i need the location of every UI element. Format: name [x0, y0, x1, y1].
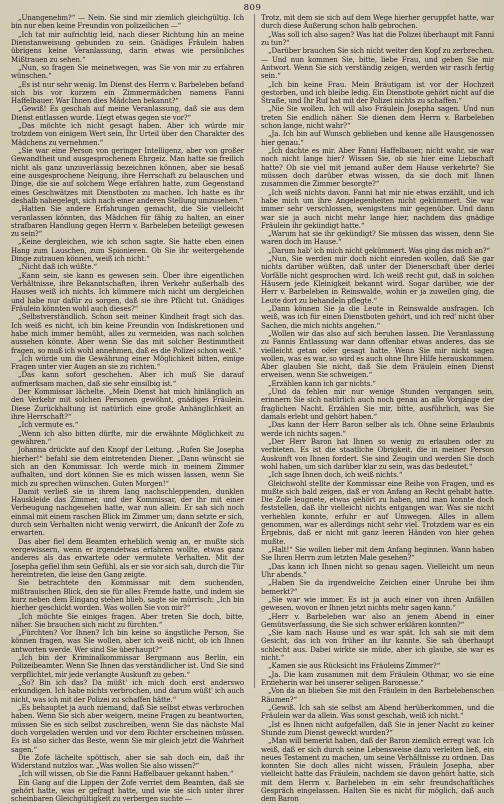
paragraph: Ein Gang auf die Lippen der Zofe verriet dem Beamten, daß sie gehört hatte, was er gefragt hatte, und wie sie sich unter ihrer scheinbaren Gleichgültigkeit zu verbergen suchte —	[11, 778, 244, 804]
paragraph: „Ja. Die kam zusammen mit dem Fräulein Othmar, wo sie eine Erzieherin war bei unserer seligen Baronesse.“	[261, 670, 494, 687]
paragraph: „Ich bin der Kriminalkommissar Bergmann aus Berlin, ein Polizeibeamter. Wenn Sie Ihnen das verständlicher ist. Und Sie sind verpflichtet, mir jede verlangte Auskunft zu geben.“	[11, 654, 244, 679]
left-column	[11, 14, 244, 804]
paragraph: „So? Bin ich das? Da müßt' ich mich doch erst anderswo erkundigen. Ich habe nichts verbrochen, und darum wüßt' ich auch nicht, was ich mit der Polizei zu schaffen hätte.“	[11, 679, 244, 704]
paragraph: Damit verließ sie in ihrem lang nachschleppenden, dunklen Hauskleide das Zimmer, und der Kommissar, der ihr mit einer Verbeugung nachgesehen hatte, war nun allein. Er sah sich noch einmal mit einem raschen Blick im Zimmer um; dann setzte er sich, durch sein Verhalten nicht wenig verwirrt, die Ankunft der Zofe zu erwarten.	[11, 487, 244, 538]
paragraph: Der Kommissar lächelte. „Mein Dienst hat mich hinlänglich an den Verkehr mit solchen Personen gewöhnt, gnädiges Fräulein. Diese Zurückhaltung ist natürlich eine große Anhänglichkeit an ihre Herrschaft?“	[11, 388, 244, 421]
paragraph: Sie betrachtete den Kommissar mit dem suchenden, mißtrauischen Blick, den sie für alles Fremde hatte, und indem sie kurz neben dem Eingang stehen blieb, sagte sie mürrisch: „Ich bin hierher geschickt worden. Was wollen Sie von mir?“	[11, 579, 244, 613]
paragraph: „Erzählen kann ich gar nichts.“	[268, 379, 376, 388]
paragraph: „Dann können Sie ja die Leute in Reinswalde ausfragen. Ich weiß, was ich für einen Dienstboten gehört, und ich red' nicht über Sachen, die mich nichts angehen.“	[261, 304, 494, 330]
paragraph: „Ich vermute es.“	[18, 421, 79, 430]
paragraph: „Ist es Ihnen nicht aufgefallen, daß Sie in jener Nacht zu keiner Stunde zum Dienst geweckt wurden?“	[261, 720, 494, 737]
paragraph: „Sie war wie immer. Es ist ja auch einer von ihren Anfällen gewesen, wovon er Ihnen jetzt nichts mehr sagen kann.“	[261, 595, 494, 613]
paragraph: „Nun, so fragen Sie meinetwegen, was Sie von mir zu erfahren wünschen.“	[11, 63, 244, 81]
paragraph: „Von da an blieben Sie mit den Fräulein in den Barbelebenschen Räumen?“	[261, 687, 494, 704]
paragraph: „Nie Sie wollen. Ich will also Fräulein Josepha sagen. Und nun treten Sie endlich näher. Sie dienen dem Herrn v. Barbeleben schon lange, nicht wahr?“	[261, 105, 494, 131]
paragraph: „Halt!“ Sie wollen lieber mit dem Anfang beginnen. Wann haben Sie Ihren Herrn zum letzten Male gesehen?“	[261, 546, 494, 563]
paragraph: „Gewiß! Es geschah auf meine Veranlassung, daß sie aus dem Dienst entlassen wurde. Liegt etwas gegen sie vor?“	[11, 105, 244, 122]
paragraph: „Keine dergleichen, wie ich schon sagte. Sie hatte eben einen Hang zum Lauschen, zum Spionieren. Ob Sie ihr weitergehende Dinge zutrauen können, weiß ich nicht.“	[11, 238, 244, 264]
paragraph: „Ich möchte Sie einiges fragen. Aber treten Sie doch, bitte, näher. Sie brauchen sich nicht zu fürchten.“	[11, 612, 244, 629]
paragraph: „Wenn ich also bitten dürfte, mir die erwähnte Möglichkeit zu gewähren.“	[11, 429, 244, 446]
paragraph: „Das kann ich Ihnen nicht so genau sagen. Vielleicht um neun Uhr abends.“	[261, 562, 494, 579]
paragraph: „Sie kam nach Hause und es war spät. Ich sah sie mit dem Gesicht, das ich von früher an ihr kannte. Sie sah überhaupt schlecht aus. Dabei wirkte sie müde, aber ich glaube, sie war es nicht.“	[261, 629, 494, 663]
paragraph: „Das kann der Herr Baron selber als ich. Ohne seine Erlaubnis werde ich nichts sagen.“	[261, 421, 494, 438]
paragraph: „Wollen wir das also auf sich beruhen lassen. Die Veranlassung zu Fannis Entlassung war dann offenbar etwas anderes, das sie vielleicht getan oder gesagt hatte. Wenn Sie mir nicht sagen wollen, was es war, so wird es auch ohne Ihre Hilfe herauskommen. Aber glauben Sie nicht, daß Sie dem Fräulein einen Dienst erweisen, wenn Sie schweigen.“	[261, 329, 494, 380]
paragraph: „Ich will wissen, ob Sie die Fanni Haffelbauer gekannt haben.“	[18, 770, 234, 779]
paragraph: Gleichwohl stellte der Kommissar eine Reihe von Fragen, und es mußte sich bald zeigen, daß er von Anfang an Recht gehabt hatte. Die Zofe leugnete, etwas gehört zu haben, und man konnte doch feststellen, daß ihr vielleicht nichts entgangen war. Was sie nicht verhehlen konnte, erfuhr er auf Umwegen. Alles in allem genommen, war es allerdings nicht sehr viel. Trotzdem war es ein Ergebnis, daß er nicht mit ganz leeren Händen von hier gehen mußte.	[261, 479, 494, 546]
paragraph: „Darüber brauchen Sie sich nicht weiter den Kopf zu zerbrechen. — Und nun kommen Sie, bitte, liebe Frau, und geben Sie mir Antwort. Wenn Sie sich verständig zeigen, werden wir rasch fertig sein.“	[261, 47, 494, 81]
paragraph: „Hatten Sie andere Erfahrungen gemacht, die Sie vielleicht veranlassen könnten, das Mädchen für fähig zu halten, an einer strafbaren Handlung gegen Herrn v. Barbeleben beteiligt gewesen zu sein?“	[11, 205, 244, 239]
paragraph: „Was soll ich also sagen? Was hat die Polizei überhaupt mit Fanni zu tun?“	[261, 30, 494, 47]
paragraph: „Nicht daß ich wüßte.“	[18, 263, 98, 272]
right-column	[261, 14, 494, 804]
paragraph: „Der Herr Baron hat Ihnen so wenig zu erlauben oder zu verbieten. Es ist die staatliche Obrigkeit, die in meiner Person Auskunft von Ihnen fordert. Sie sind Zeugin und werden Sie doch wohl haben, um sich darüber klar zu sein, was das bedeutet.“	[261, 437, 494, 471]
text-columns	[11, 14, 494, 804]
paragraph: „Ich sage Ihnen doch, ich weiß nichts.“	[268, 471, 403, 480]
paragraph: „Ich dachte es mir. Aber Fanni Haffelbauer, nicht wahr, sie war noch nicht lange hier? Wissen Sie, ob sie hier eine Liebschaft hatte? Ob sie viel mit jemand außer dem Hause verkehrte? Sie müssen doch darüber etwas wissen, da sie doch mit Ihnen zusammen die Zimmer besorgte?“	[261, 147, 494, 189]
paragraph: „Warum hat sie ihr gekündigt? Sie müssen das wissen, denn Sie waren doch im Hause.“	[261, 230, 494, 247]
page-number: 809	[243, 3, 262, 13]
paragraph: „Kann sein, sie kann es gewesen sein. Über ihre eigentlichen Verhältnisse, ihre Bekanntschaften, ihren Verkehr außerhalb des Hauses weiß ich nichts. Ich kümmere mich nicht um dergleichen und habe nur dafür zu sorgen, daß sie ihre Pflicht tut. Gnädiges Fräulein könnten wohl auch dieses?“	[11, 271, 244, 313]
paragraph: „Ich bin keine Frau. Mein Bräutigam ist vor der Hochzeit gestorben, und ich bleibe ledig. Ein Dienstbote gehört nicht auf die Straße, und Ihr Ruf hat mit der Polizei nichts zu schaffen.“	[261, 80, 494, 106]
paragraph: Trotz, mit dem sie sich auf dem Wege hierher geruppfet hatte, war durch diese Äußerung schon halb gebrochen.	[261, 14, 494, 31]
paragraph: Johanna drückte auf den Knopf der Leitung. „Rufen Sie Josepha hierher!“ befahl sie dem eintretenden Diener. „Dann wünscht sie sich an den Kommissar. Ich werde mich in meinem Zimmer aufhalten, und dort können Sie es mich wissen lassen, wenn Sie mich zu sprechen wünschen. Guten Morgen!“	[11, 446, 244, 488]
paragraph: „Selbstverständlich. Schon seit meiner Kindheit fragt sich das. Ich weiß es nicht, ich bin keine Freundin von Indiskretionen und habe mich immer bemüht, alles zu vermeiden, was nach solchen aussehen könnte. Aber wenn Sie das mit solcher Bestimmtheit fragen, so muß ich wohl annehmen, daß es die Polizei schon weiß.“	[11, 313, 244, 355]
paragraph: „Es behauptet ja auch niemand, daß Sie selbst etwas verbrochen haben. Wenn Sie sich aber weigern, meine Fragen zu beantworten, müssen Sie es sich selbst zuschreiben, wenn Sie das nächste Mal doch vorgeladen werden und vor dem Richter erscheinen müssen. Es ist also sicher das Beste, wenn Sie mir gleich jetzt die Wahrheit sagen.“	[11, 703, 244, 754]
paragraph: „Ja. Ich bin auf Wunsch geblieben und kenne alle Hausgenossen hier genau.“	[261, 130, 494, 147]
paragraph: „Haben Sie da irgendwelche Zeichen einer Unruhe bei ihm bemerkt?“	[261, 579, 494, 596]
paragraph: „Das möchte ich nicht gesagt haben. Aber ich würde mir trotzdem von einigem Wert sein, Ihr Urteil über den Charakter des Mädchens zu vernehmen.“	[11, 122, 244, 147]
paragraph: Das aber fiel dem Beamten erheblich wenig an, er mußte sich vergewissern, wenn er irgendetwas erfahren wollte, etwas ganz anderes als das erwartete oder vermutete Verhalten. Mit der Josepha gefiel ihm sein Gefühl, als er sie vor sich sah, durch die Tür hereintreten, die leise den Gang zeigte.	[11, 537, 244, 579]
paragraph: „Unangenehm?“ — Nein. Sie sind mir ziemlich gleichgültig. Ich bin nur eben keine Freundin von polizeilichen —“	[11, 14, 244, 31]
paragraph: „Kamen sie aus Rücksicht ins Fräuleins Zimmer?“	[268, 662, 441, 671]
paragraph: „Sie war eine Person von geringer Intelligenz, aber von großer Gewandtheit und ausgesprochenem Ehrgeiz. Man hatte sie freilich nicht als ganz unzuverlässig bezeichnen können, aber sie besaß eine ausgesprochene Neigung, ihre Herrschaft zu belauschen und Dinge, die sie auf solchem Wege erfahren hatte, zum Gegenstand eines Geschwätzes mit Dienstboten zu machen. Ich hatte es ihr deshalb nahegelegt, sich nach einer anderen Stellung umzusehen.“	[11, 147, 244, 205]
paragraph: „Man will bemerkt haben, daß der Baron ziemlich erregt war. Ich weiß, daß er sich durch seine Lebensweise dazu verleiten ließ, ein neues Testament zu machen, um seine Verhältnisse zu ordnen. Das konnten Sie doch alles nicht wissen, Fräulein Josepha, aber vielleicht hatte das Fräulein, nachdem sie davon gehört hatte, sich mit dem Herrn v. Barbeleben in ein sehr freundschaftliches Gespräch eingelassen. Halten Sie es nicht für möglich, daß auch dem Baron	[261, 737, 494, 804]
paragraph: „Gewiß. Ich sah sie selbst am Abend herüberkommen, und die Fräulein war da allein. Was sonst geschah, weiß ich nicht.“	[261, 703, 494, 721]
paragraph: „Herr v. Barbeleben war also an jenem Abend in einer Gemütsverfassung, die Sie sich schwer erklären konnten?“	[261, 612, 494, 629]
paragraph: „Ich weiß nichts davon. Fanni hat mir nie etwas erzählt, und ich habe mich um ihre Angelegenheiten nicht gekümmert. Sie war immer sehr verschlossen, wenigstens mir gegenüber. Und dann war sie ja auch nicht mehr lange hier, nachdem das gnädige Fräulein ihr gekündigt hatte.“	[261, 188, 494, 230]
paragraph: „Das kann sofort geschehen. Aber ich muß Sie darauf aufmerksam machen, daß sie sehr einsilbig ist.“	[11, 371, 244, 388]
paragraph: „Darum hab' ich mich nicht gekümmert. Was ging das mich an?“	[268, 246, 491, 255]
paragraph: „Und da fehlen mir nur wenige Stunden vergangen sein, erinnern Sie sich natürlich auch noch genau an alle Vorgänge der fraglichen Nacht. Erzählen Sie mir, bitte, ausführlich, was Sie damals erlebt und gehört haben.“	[261, 388, 494, 421]
paragraph: „Nun, Sie werden mir doch nicht einreden wollen, daß Sie gar nichts darüber wüßten, daß unter der Dienerschaft über derlei Vorfälle nicht gesprochen wird. Ich weiß recht gut, daß in solchen Häusern jede Kleinigkeit bekannt wird. Sogar darüber, wie der Herr v. Barbeleben in Reinswalde, wohin er ja zuweilen ging, die Leute dort zu behandeln pflegte.“	[261, 255, 494, 305]
paragraph: „Ich tat mir aufrichtig leid, nach dieser Richtung hin an meine Dienstanweisung gebunden zu sein. Gnädiges Fräulein haben übrigens keine Veranlassung, darin etwas wie persönliches Mißtrauen zu sehen.“	[11, 30, 244, 64]
paragraph: „Es ist nur sehr wenig. Im Dienst des Herrn v. Barbeleben befand sich bis vor kurzem ein Zimmermädchen namens Fanni Haffelbauer. War Ihnen dies Mädchen bekannt?“	[11, 80, 244, 106]
paragraph: „Ich würde um die Gewährung einer Möglichkeit bitten, einige Fragen unter vier Augen an sie zu richten.“	[11, 354, 244, 372]
paragraph: Die Zofe lächelte spöttisch, aber sie sah doch ein, daß ihr Widerstand nutzlos war. „Was wollen Sie also wissen?“	[11, 753, 244, 771]
column-divider	[254, 14, 255, 688]
paragraph: „Fürchten? Vor Ihnen? Ich bin keine so ängstliche Person, Sie können fragen, was Sie wollen, aber ich weiß nicht, ob ich Ihnen antworten werde. Wer sind Sie überhaupt?“	[11, 629, 244, 654]
